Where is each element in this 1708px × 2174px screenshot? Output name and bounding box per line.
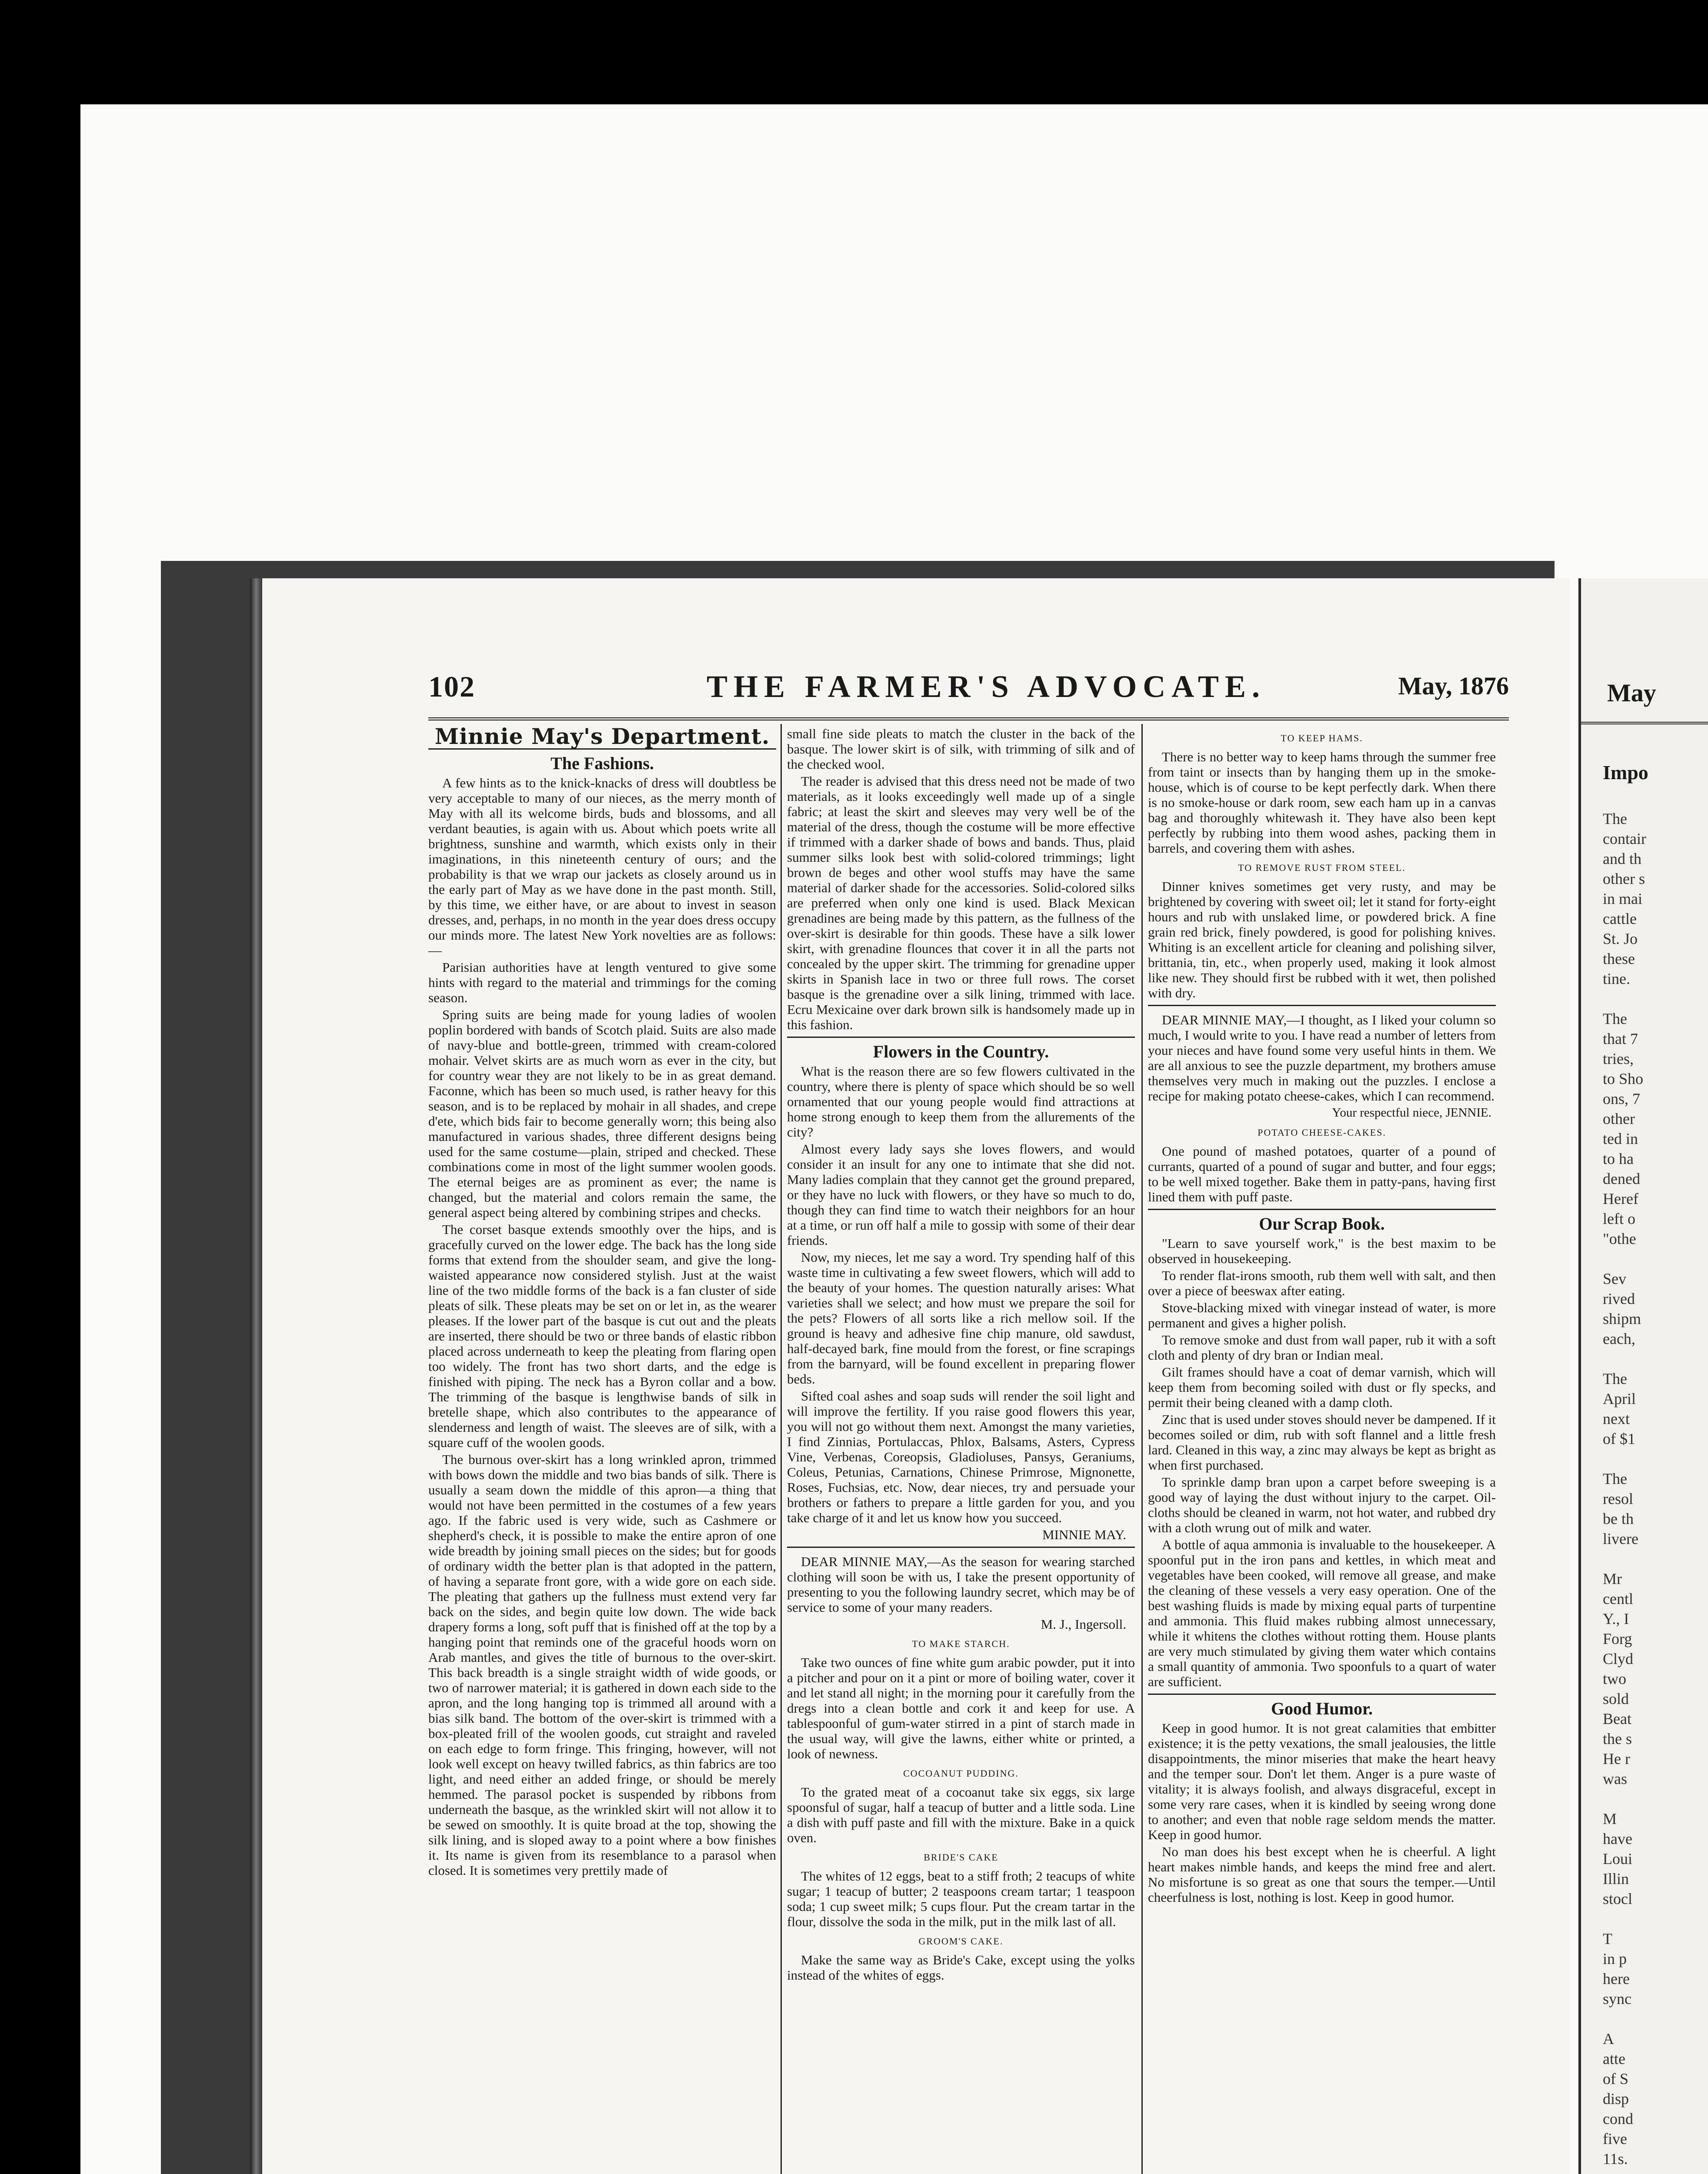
- recipe-paragraph: The whites of 12 eggs, beat to a stiff froth; 2 teacups of white sugar; 1 teacup of butter; 2 teaspoons cream tartar; 1 teaspoon soda; 1 cup sweet milk; 5 cups flour. Put the cream tartar in the flour, dissolve the soda in the milk, put in the milk last of all.: [787, 1868, 1135, 1929]
- recipe-paragraph: To the grated meat of a cocoanut take six eggs, six large spoonsful of sugar, half a teacup of butter and a little soda. Line a dish with puff paste and fill with the mixture. Bake in a quick oven.: [787, 1784, 1135, 1845]
- article-paragraph: What is the reason there are so few flowers cultivated in the country, where there is plenty of space which should be so well ornamented that our young people would find attractions at home strong enough to keep them from the allurements of the city?: [787, 1064, 1135, 1140]
- section-rule: [1148, 1005, 1496, 1006]
- scrap-paragraph: To sprinkle damp bran upon a carpet before sweeping is a good way of laying the dust without injury to the carpet. Oil-cloths should be cleaned in warm, not hot water, and rubbed dry with a cloth wrung out of milk and water.: [1148, 1474, 1496, 1535]
- scrap-paragraph: Zinc that is used under stoves should never be dampened. If it becomes soiled or dim, rub with soft flannel and a little fresh lard. Cleaned in this way, a zinc may always be kept as bright as when first purchased.: [1148, 1412, 1496, 1473]
- letter-paragraph: DEAR MINNIE MAY,—As the season for wearing starched clothing will soon be with us, I take the present opportunity of presenting to you the following laundry secret, which may be of service to some of your many readers.: [787, 1554, 1135, 1615]
- section-rule: [787, 1037, 1135, 1038]
- article-paragraph: Sifted coal ashes and soap suds will render the soil light and will improve the fertility. If you raise good flowers this year, you will not go without them next. Amongst the many varieties, I find Zinnias, Portulaccas, Phlox, Balsams, Asters, Cypress Vine, Verbenas, Coreopsis, Gladioluses, Pansys, Geraniums, Coleus, Petunias, Carnations, Chinese Primrose, Mignonette, Roses, Fuchsias, etc. Now, dear nieces, try and persuade your brothers or fathers to prepare a little garden for you, and you take charge of it and let us know how you succeed.: [787, 1388, 1135, 1525]
- recipe-heading: TO KEEP HAMS.: [1281, 733, 1363, 744]
- masthead-title: THE FARMER'S ADVOCATE.: [707, 669, 1266, 704]
- adjacent-page-header: May: [1607, 679, 1656, 707]
- scrap-paragraph: To remove smoke and dust from wall paper, rub it with a soft cloth and plenty of dry bran or Indian meal.: [1148, 1332, 1496, 1363]
- recipe-paragraph: There is no better way to keep hams through the summer free from taint or insects than by hanging them up in the smoke-house, which is of course to be kept perfectly dark. When there is no smoke-house or dark room, sew each ham up in a canvas bag and thoroughly whitewash it. They have also been kept perfectly by rubbing into them wood ashes, packing them in barrels, and covering them with ashes.: [1148, 749, 1496, 856]
- scrap-paragraph: "Learn to save yourself work," is the best maxim to be observed in housekeeping.: [1148, 1236, 1496, 1266]
- scrap-paragraph: Gilt frames should have a coat of demar varnish, which will keep them from becoming soiled with dust or fly specks, and permit their being cleaned with a damp cloth.: [1148, 1364, 1496, 1410]
- recipe-heading: POTATO CHEESE-CAKES.: [1258, 1127, 1386, 1138]
- section-title-flowers: Flowers in the Country.: [873, 1042, 1049, 1061]
- article-paragraph: The reader is advised that this dress need not be made of two materials, as it looks exceedingly well made up of a single fabric; at least the skirt and sleeves may very well be of the material of the dress, though the costume will be more effective if trimmed with a darker shade of bows and bands. Thus, plaid summer silks look best with solid-colored trimmings; light brown de beges and other wool stuffs may have the same material of darker shade for the accessories. Solid-colored silks are preferred when only one kind is used. Black Mexican grenadines are being made by this pattern, as the fullness of the over-skirt is desirable for thin goods. These have a silk lower skirt, with grenadine flounces that cover it in all the parts not concealed by the upper skirt. The trimming for grenadine upper skirts in Spanish lace in two or three full rows. The corset basque is the grenadine over a silk lining, trimmed with lace. Ecru Mexicaine over dark brown silk is handsomely made up in this fashion.: [787, 774, 1135, 1032]
- recipe-paragraph: One pound of mashed potatoes, quarter of a pound of currants, quarted of a pound of sugar and butter, and four eggs; to be well mixed together. Bake them in patty-pans, having first lined them with puff paste.: [1148, 1144, 1496, 1204]
- letter-signature: Your respectful niece, JENNIE.: [1332, 1106, 1491, 1120]
- letter-paragraph: DEAR MINNIE MAY,—I thought, as I liked your column so much, I would write to you. I have read a number of letters from your nieces and have found some very useful hints in them. We are all anxious to see the puzzle department, my brothers amuse themselves very much in making out the puzzles. I enclose a recipe for making potato cheese-cakes, which I can recommend.: [1148, 1012, 1496, 1104]
- column-1: [428, 726, 776, 1880]
- section-rule: [1148, 1694, 1496, 1695]
- recipe-heading: TO REMOVE RUST FROM STEEL.: [1238, 862, 1406, 873]
- book-spine-edge: [250, 578, 262, 2174]
- section-title-scrap-book: Our Scrap Book.: [1259, 1214, 1385, 1234]
- adjacent-page-rule: [1581, 722, 1708, 724]
- humor-paragraph: No man does his best except when he is cheerful. A light heart makes nimble hands, and keeps the mind free and alert. No misfortune is so great as one that sours the temper.—Until cheerfulness is lost, nothing is lost. Keep in good humor.: [1148, 1844, 1496, 1905]
- section-title-good-humor: Good Humor.: [1271, 1699, 1373, 1718]
- recipe-paragraph: Dinner knives sometimes get very rusty, and may be brightened by covering with sweet oil; let it stand for forty-eight hours and rub with unslaked lime, or powdered brick. A fine grain red brick, finely powdered, is good for polishing knives. Whiting is an excellent article for cleaning and polishing silver, brittania, tin, etc., when properly used, making it look almost like new. They should first be rubbed with it wet, then polished with dry.: [1148, 879, 1496, 1000]
- header-rule: [428, 717, 1509, 720]
- humor-paragraph: Keep in good humor. It is not great calamities that embitter existence; it is the petty vexations, the small jealousies, the little disappointments, the minor miseries that make the heart heavy and the temper sour. Don't let them. Anger is a pure waste of vitality; it is always foolish, and always disgraceful, except in some very rare cases, when it is kindled by seeing wrong done to another; and even that noble rage seldom mends the matter. Keep in good humor.: [1148, 1721, 1496, 1842]
- recipe-heading: BRIDE'S CAKE: [924, 1852, 998, 1863]
- recipe-heading: GROOM'S CAKE.: [918, 1936, 1004, 1947]
- article-paragraph: The corset basque extends smoothly over the hips, and is gracefully curved on the lower edge. The back has the long side forms that extend from the shoulder seam, and give the long-waisted appearance now considered stylish. Just at the waist line of the two middle forms of the back is a fan cluster of side pleats of silk. These pleats may be set on or let in, as the wearer pleases. If the lower part of the basque is cut out and the pleats are inserted, there should be two or three bands of elastic ribbon placed across underneath to keep the pleating from flaring open too widely. The front has two short darts, and the edge is finished with piping. The neck has a Byron collar and a bow. The trimming of the basque is lengthwise bands of silk in bretelle shape, which also contributes to the appearance of slenderness and length of waist. The sleeves are of silk, with a square cuff of the woolen goods.: [428, 1222, 776, 1450]
- adjacent-page-fragment: [1578, 578, 1708, 2174]
- column-divider: [1141, 724, 1143, 2174]
- adjacent-page-text: The contair and th other s in mai cattle St. Jo these tine. The that 7 tries, to Sho ons, 7 other ted in to ha dened Heref left o "othe Sev rived shipm each, The April next of $1 The resol be th livere Mr centl Y., I Forg Clyd two sold Beat the s He r was M have Loui Illin stocl T in p here sync A atte of S disp cond five 11s.: [1603, 810, 1646, 2167]
- signature: MINNIE MAY.: [1042, 1527, 1126, 1542]
- article-paragraph: The burnous over-skirt has a long wrinkled apron, trimmed with bows down the middle and two bias bands of silk. There is usually a seam down the middle of this apron—a thing that would not have been permitted in the costumes of a few years ago. If the fabric used is very wide, such as Cashmere or shepherd's check, it is possible to make the entire apron of one wide breadth by joining small pieces on the sides; but for goods of ordinary width the better plan is that adopted in the pattern, of having a separate front gore, with a wide gore on each side. The pleating that gathers up the fullness must extend very far back on the sides, and begin quite low down. The wide back drapery forms a long, soft puff that is finished off at the top by a hanging point that reminds one of the graceful hoods worn on Arab mantles, and gives the title of burnous to the over-skirt. This back breadth is a single straight width of wide goods, or two of narrower material; it is gathered in down each side to the apron, and the long hanging top is trimmed all around with a bias silk band. The bottom of the over-skirt is trimmed with a box-pleated frill of the woolen goods, cut straight and raveled on each edge to form fringe. This fringing, however, will not look well except on heavy twilled fabrics, as thin fabrics are too light, and need either an added fringe, or should be merely hemmed. The parasol pocket is suspended by ribbons from underneath the basque, as the wrinkled skirt will not allow it to be sewed on smoothly. It is quite broad at the top, showing the silk lining, and is sloped away to a point where a bow finishes it. Its name is given from its resemblance to a parasol when closed. It is sometimes very prettily made of: [428, 1452, 776, 1878]
- article-paragraph: Almost every lady says she loves flowers, and would consider it an insult for any one to intimate that she did not. Many ladies complain that they cannot get the ground prepared, or they have no luck with flowers, or they have so much to do, though they can find time to watch their neighbors for an hour at a time, or run off half a mile to gossip with some of their dear friends.: [787, 1141, 1135, 1248]
- recipe-heading: COCOANUT PUDDING.: [903, 1768, 1019, 1779]
- issue-date: May, 1876: [1398, 672, 1509, 700]
- recipe-paragraph: Make the same way as Bride's Cake, except using the yolks instead of the whites of eggs.: [787, 1952, 1135, 1983]
- article-paragraph: A few hints as to the knick-knacks of dress will doubtless be very acceptable to many of our nieces, as the merry month of May with all its welcome birds, buds and blossoms, and all verdant beauties, is again with us. About which poets write all brightness, sunshine and warmth, which exists only in their imaginations, in this nineteenth century of ours; and the probability is that we wrap our jackets as closely around us in the early part of May as we have done in the past month. Still, by this time, we either have, or are about to invest in season dresses, and, perhaps, in no month in the year does dress occupy our minds more. The latest New York novelties are as follows:—: [428, 775, 776, 958]
- recipe-paragraph: Take two ounces of fine white gum arabic powder, put it into a pitcher and pour on it a pint or more of boiling water, cover it and let stand all night; in the morning pour it carefully from the dregs into a clean bottle and cork it and keep for use. A tablespoonful of gum-water stirred in a pint of starch made in the usual way, will give the lawns, either white or printed, a look of newness.: [787, 1655, 1135, 1761]
- department-title: Minnie May's Department.: [434, 724, 770, 749]
- page-header: [428, 670, 1509, 704]
- recipe-heading: TO MAKE STARCH.: [912, 1638, 1010, 1649]
- section-rule: [787, 1547, 1135, 1548]
- scrap-paragraph: Stove-blacking mixed with vinegar instead of water, is more permanent and gives a higher polish.: [1148, 1300, 1496, 1330]
- column-3: [1148, 726, 1496, 1907]
- article-paragraph: small fine side pleats to match the cluster in the back of the basque. The lower skirt is of silk, with trimming of silk and of the checked wool.: [787, 726, 1135, 772]
- article-paragraph: Now, my nieces, let me say a word. Try spending half of this waste time in cultivating a few sweet flowers, which will add to the beauty of your homes. The question naturally arises: What varieties shall we select; and how must we prepare the soil for the pets? Flowers of all sorts like a rich mellow soil. If the ground is heavy and adhesive fine chip manure, old sawdust, half-decayed bark, fine mould from the forest, or fine scrapings from the barnyard, will be found excellent in preparing flower beds.: [787, 1250, 1135, 1387]
- section-rule: [1148, 1209, 1496, 1210]
- scrap-paragraph: To render flat-irons smooth, rub them well with salt, and then over a piece of beeswax after eating.: [1148, 1268, 1496, 1298]
- adjacent-page-subhead: Impo: [1603, 761, 1648, 784]
- page-number: 102: [428, 670, 475, 703]
- article-paragraph: Spring suits are being made for young ladies of woolen poplin bordered with bands of Scotch plaid. Suits are also made of navy-blue and bottle-green, trimmed with cream-colored mohair. Velvet skirts are as much worn as ever in the city, but for country wear they are not likely to be in as great demand. Faconne, which has been so much used, is rather heavy for this season, and is to be replaced by mohair in all shades, and crepe d'ete, which bids fair to become generally worn; this being also manufactured in various shades, three different designs being used for the same costume—plain, striped and checked. These combinations come in most of the light summer woolen goods. The eternal beiges are as prominent as ever; the name is changed, but the material and colors remain the same, the general aspect being altered by combining stripes and checks.: [428, 1007, 776, 1220]
- article-paragraph: Parisian authorities have at length ventured to give some hints with regard to the material and trimmings for the coming season.: [428, 960, 776, 1005]
- column-divider: [781, 724, 782, 2174]
- section-title-fashions: The Fashions.: [550, 754, 654, 773]
- letter-signature: M. J., Ingersoll.: [1041, 1617, 1126, 1632]
- column-2: [787, 726, 1135, 1984]
- scrap-paragraph: A bottle of aqua ammonia is invaluable to the housekeeper. A spoonful put in the iron pans and kettles, in which meat and vegetables have been cooked, will remove all grease, and make the cleaning of these vessels a very easy operation. One of the best washing fluids is made by mixing equal parts of turpentine and ammonia. This fluid makes rubbing almost unnecessary, while it whitens the clothes without rotting them. House plants are very much stimulated by giving them water which contains a small quantity of ammonia. Two spoonfuls to a quart of water are sufficient.: [1148, 1537, 1496, 1689]
